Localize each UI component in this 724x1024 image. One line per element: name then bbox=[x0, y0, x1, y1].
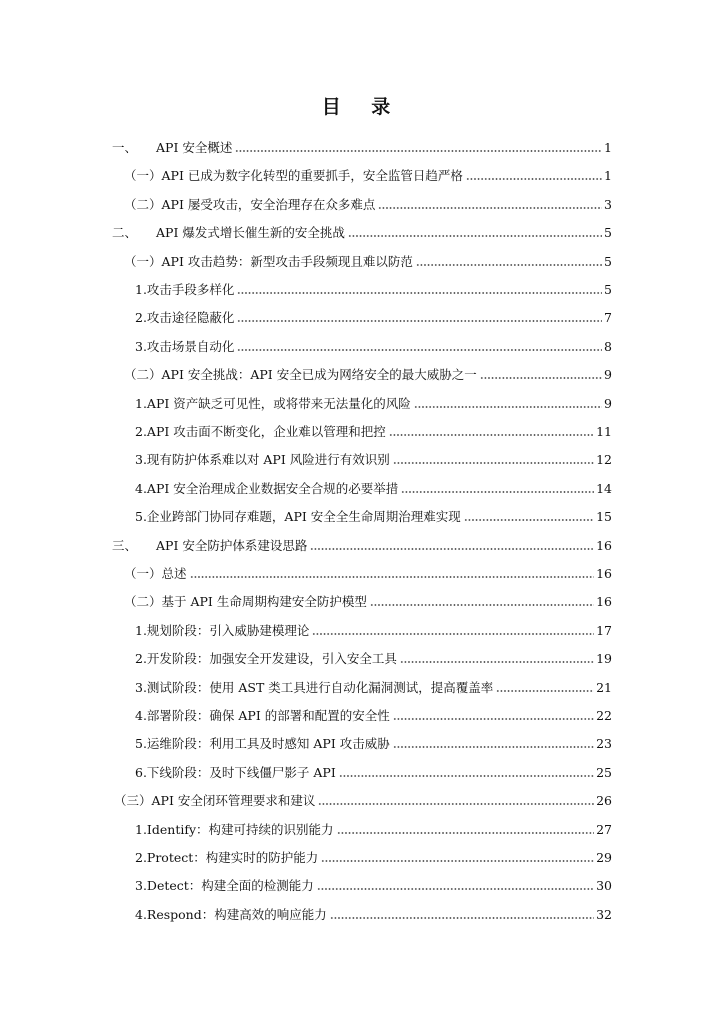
toc-entry[interactable] bbox=[135, 503, 612, 525]
toc-page-number: 27 bbox=[596, 821, 612, 837]
toc-entry-label bbox=[135, 452, 390, 468]
toc-leader-dots bbox=[312, 632, 594, 636]
toc-entry[interactable] bbox=[135, 872, 612, 894]
toc-entry-text: 1.Identify：构建可持续的识别能力 bbox=[135, 821, 334, 837]
toc-page-number: 16 bbox=[596, 566, 612, 581]
toc-page-number: 29 bbox=[596, 850, 612, 865]
toc-entry-label bbox=[135, 907, 327, 923]
toc-entry[interactable] bbox=[135, 276, 612, 298]
toc-entry-text: 1.规划阶段：引入威胁建模理论 bbox=[135, 622, 310, 638]
toc-leader-dots bbox=[348, 234, 602, 238]
toc-page-number: 30 bbox=[596, 878, 612, 894]
toc-entry[interactable] bbox=[135, 418, 612, 440]
toc-leader-dots bbox=[339, 774, 594, 778]
toc-entry-label bbox=[135, 424, 386, 440]
toc-entry-text: API 安全概述 bbox=[156, 140, 233, 155]
toc-leader-dots bbox=[401, 490, 594, 494]
toc-entry-text: 5.运维阶段：利用工具及时感知 API 攻击威胁 bbox=[135, 736, 390, 752]
toc-entry-text: 3.测试阶段：使用 AST 类工具进行自动化漏洞测试，提高覆盖率 bbox=[135, 679, 494, 695]
toc-entry-text: 2.攻击途径隐蔽化 bbox=[135, 310, 235, 326]
toc-entry-text: 4.部署阶段：确保 API 的部署和配置的安全性 bbox=[135, 708, 390, 723]
toc-page-number: 17 bbox=[596, 622, 612, 638]
toc-entry-number: 二、 bbox=[112, 225, 138, 241]
toc-entry-text: （一）总述 bbox=[124, 566, 187, 581]
toc-entry[interactable] bbox=[124, 248, 612, 270]
toc-entry-label bbox=[135, 708, 390, 724]
toc-page-number: 25 bbox=[596, 764, 612, 780]
toc-entry-label bbox=[135, 850, 318, 866]
toc-entry-text: （二）基于 API 生命周期构建安全防护模型 bbox=[124, 594, 367, 610]
toc-entry-label bbox=[135, 509, 461, 525]
toc-leader-dots bbox=[318, 802, 594, 806]
toc-entry-number: 一、 bbox=[112, 140, 138, 155]
toc-entry[interactable] bbox=[124, 162, 612, 184]
toc-page-number: 8 bbox=[604, 338, 612, 354]
toc-entry[interactable] bbox=[114, 787, 612, 809]
toc-leader-dots bbox=[330, 916, 594, 920]
toc-leader-dots bbox=[393, 461, 594, 465]
toc-entry-text: （三）API 安全闭环管理要求和建议 bbox=[114, 793, 316, 809]
toc-entry-label bbox=[135, 736, 390, 752]
toc-entry-text: 2.Protect：构建实时的防护能力 bbox=[135, 850, 319, 865]
toc-entry-label bbox=[124, 367, 477, 383]
toc-leader-dots bbox=[317, 887, 594, 891]
toc-page-number: 12 bbox=[596, 452, 612, 468]
toc-entry-text: API 安全防护体系建设思路 bbox=[156, 537, 308, 553]
toc-entry[interactable] bbox=[124, 191, 612, 213]
toc-entry-text: （二）API 安全挑战：API 安全已成为网络安全的最大威胁之一 bbox=[124, 367, 477, 383]
toc-leader-dots bbox=[416, 263, 602, 267]
toc-entry[interactable] bbox=[135, 730, 612, 752]
toc-entry-label bbox=[135, 651, 397, 667]
toc-page-number: 32 bbox=[596, 906, 612, 922]
toc-leader-dots bbox=[321, 859, 594, 863]
toc-leader-dots bbox=[400, 660, 594, 664]
toc-entry[interactable] bbox=[135, 674, 612, 696]
toc-page-number: 5 bbox=[604, 225, 612, 241]
toc-page-number: 11 bbox=[596, 424, 612, 439]
toc-entry[interactable] bbox=[112, 532, 612, 554]
toc-entry[interactable] bbox=[135, 702, 612, 724]
toc-entry[interactable] bbox=[124, 361, 612, 383]
toc-page-number: 5 bbox=[604, 253, 612, 269]
toc-leader-dots bbox=[393, 745, 594, 749]
toc-leader-dots bbox=[237, 348, 602, 352]
toc-entry[interactable] bbox=[135, 645, 612, 667]
toc-entry-text: （一）API 攻击趋势：新型攻击手段频现且难以防范 bbox=[124, 253, 413, 269]
toc-entry-label bbox=[124, 168, 463, 184]
toc-page-number: 7 bbox=[604, 310, 612, 326]
toc-page-number: 19 bbox=[596, 651, 612, 667]
toc-entry-text: 4.API 安全治理成企业数据安全合规的必要举措 bbox=[135, 480, 399, 496]
toc-entry[interactable] bbox=[135, 446, 612, 468]
toc-page-number: 16 bbox=[596, 537, 612, 553]
toc-page-number: 23 bbox=[596, 736, 612, 752]
toc-leader-dots bbox=[190, 575, 595, 579]
toc-leader-dots bbox=[237, 319, 602, 323]
toc-leader-dots bbox=[310, 547, 594, 551]
toc-entry-label bbox=[112, 538, 307, 554]
toc-page-number: 15 bbox=[596, 509, 612, 525]
toc-entry-text: 3.现有防护体系难以对 API 风险进行有效识别 bbox=[135, 452, 390, 468]
toc-entry-text: 2.API 攻击面不断变化，企业难以管理和把控 bbox=[135, 424, 386, 439]
toc-page-number: 16 bbox=[596, 594, 612, 610]
toc-entry-label bbox=[135, 623, 309, 639]
toc-entry-label bbox=[124, 254, 413, 270]
toc-entry[interactable] bbox=[135, 475, 612, 497]
toc-leader-dots bbox=[393, 717, 594, 721]
toc-entry[interactable] bbox=[135, 901, 612, 923]
toc-entry-label bbox=[112, 225, 345, 241]
toc-entry-text: （一）API 已成为数字化转型的重要抓手，安全监管日趋严格 bbox=[124, 168, 463, 184]
toc-entry-label bbox=[135, 822, 334, 838]
toc-entry[interactable] bbox=[112, 219, 612, 241]
toc-leader-dots bbox=[237, 291, 602, 295]
toc-entry-text: 4.Respond：构建高效的响应能力 bbox=[135, 906, 327, 922]
toc-entry[interactable] bbox=[135, 333, 612, 355]
toc-leader-dots bbox=[496, 689, 594, 693]
toc-entry-label bbox=[124, 594, 367, 610]
page-title: 目 录 bbox=[321, 96, 403, 118]
toc-entry-label bbox=[114, 793, 315, 809]
toc-entry-text: 5.企业跨部门协同存难题，API 安全全生命周期治理难实现 bbox=[135, 509, 461, 525]
toc-page-number: 1 bbox=[604, 168, 612, 184]
toc-leader-dots bbox=[480, 376, 602, 380]
toc-page-number: 9 bbox=[604, 367, 612, 383]
toc-page-number: 1 bbox=[604, 140, 612, 155]
toc-page-number: 3 bbox=[604, 196, 612, 212]
toc-leader-dots bbox=[337, 831, 595, 835]
toc-entry-label bbox=[135, 310, 234, 326]
toc-leader-dots bbox=[370, 603, 594, 607]
toc-page-number: 14 bbox=[596, 480, 612, 496]
toc-leader-dots bbox=[414, 405, 602, 409]
toc-entry-text: 1.攻击手段多样化 bbox=[135, 282, 235, 297]
toc-entry[interactable] bbox=[135, 759, 612, 781]
toc-page-number: 9 bbox=[604, 395, 612, 411]
toc-leader-dots bbox=[464, 518, 594, 522]
toc-entry-label bbox=[135, 282, 234, 298]
toc-entry-label bbox=[135, 481, 398, 497]
toc-entry-text: 2.开发阶段：加强安全开发建设，引入安全工具 bbox=[135, 651, 397, 667]
toc-entry-label bbox=[135, 878, 314, 894]
toc-entry-text: 3.攻击场景自动化 bbox=[135, 338, 235, 354]
toc-leader-dots bbox=[466, 177, 602, 181]
toc-entry-label bbox=[135, 680, 493, 696]
toc-entry[interactable] bbox=[135, 304, 612, 326]
toc-entry[interactable] bbox=[135, 617, 612, 639]
toc-leader-dots bbox=[389, 433, 594, 437]
toc-entry-text: 1.API 资产缺乏可见性，或将带来无法量化的风险 bbox=[135, 395, 411, 411]
toc-entry-label bbox=[112, 140, 232, 156]
toc-entry-text: 6.下线阶段：及时下线僵尸影子 API bbox=[135, 764, 336, 780]
toc-entry-text: （二）API 屡受攻击，安全治理存在众多难点 bbox=[124, 196, 376, 212]
toc-entry[interactable] bbox=[135, 844, 612, 866]
toc-entry-label bbox=[124, 566, 187, 582]
toc-entry-label bbox=[135, 339, 234, 355]
toc-page-number: 22 bbox=[596, 708, 612, 723]
toc-page-number: 21 bbox=[596, 679, 612, 695]
toc-entry[interactable] bbox=[135, 390, 612, 412]
toc-entry-label bbox=[124, 197, 375, 213]
toc-entry[interactable] bbox=[112, 134, 612, 156]
toc-entry[interactable] bbox=[124, 560, 612, 582]
toc-entry-text: API 爆发式增长催生新的安全挑战 bbox=[156, 225, 345, 241]
toc-page-number: 26 bbox=[596, 793, 612, 809]
toc-entry[interactable] bbox=[124, 588, 612, 610]
toc-leader-dots bbox=[235, 149, 602, 153]
toc-entry-label bbox=[135, 765, 336, 781]
toc-entry-number: 三、 bbox=[112, 537, 138, 553]
toc-entry[interactable] bbox=[135, 816, 612, 838]
toc-entry-text: 3.Detect：构建全面的检测能力 bbox=[135, 878, 314, 894]
toc-entry-label bbox=[135, 396, 411, 412]
toc-page-number: 5 bbox=[604, 282, 612, 297]
toc-leader-dots bbox=[378, 206, 602, 210]
